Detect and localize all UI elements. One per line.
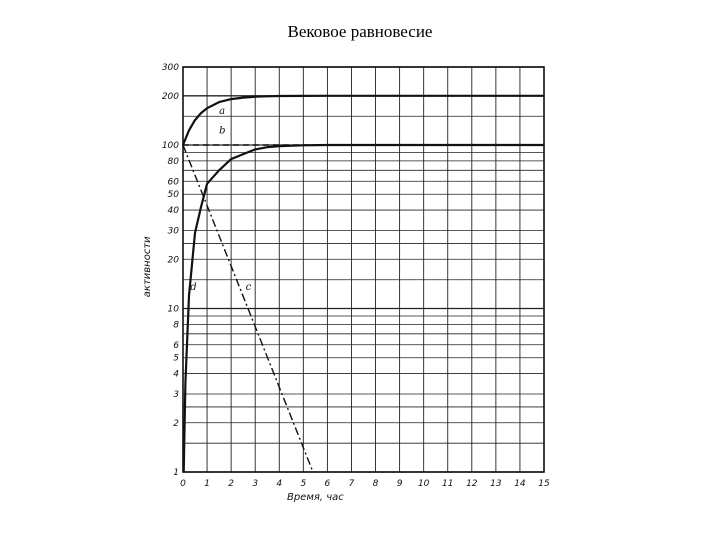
y-tick-label: 8	[173, 320, 179, 331]
chart-grid	[183, 67, 544, 472]
y-axis-label: активности	[142, 236, 153, 298]
plot-frame	[183, 67, 544, 472]
x-tick-label: 10	[417, 479, 430, 489]
y-tick-label: 2	[173, 418, 179, 429]
x-tick-label: 8	[372, 479, 379, 489]
y-tick-label: 300	[161, 63, 179, 73]
y-tick-label: 4	[173, 369, 179, 380]
y-tick-label: 1	[173, 468, 179, 478]
y-tick-label: 3	[173, 389, 179, 400]
y-tick-label: 10	[167, 304, 179, 315]
x-tick-label: 15	[538, 479, 550, 489]
x-tick-label: 0	[180, 479, 186, 489]
x-tick-label: 13	[490, 479, 502, 489]
y-tick-label: 200	[161, 91, 179, 102]
curve-label-d: d	[190, 281, 197, 293]
chart-frame	[183, 67, 544, 472]
x-tick-label: 5	[300, 479, 307, 489]
y-tick-label: 6	[173, 340, 179, 351]
x-tick-label: 1	[204, 479, 210, 489]
x-tick-label: 6	[324, 479, 331, 489]
y-tick-label: 20	[167, 255, 179, 266]
x-tick-labels	[180, 479, 550, 489]
y-tick-label: 60	[167, 177, 179, 188]
x-tick-label: 7	[348, 479, 355, 489]
x-tick-label: 11	[442, 479, 454, 489]
x-tick-label: 2	[228, 479, 235, 489]
y-tick-label: 100	[161, 141, 179, 152]
slide-title: Вековое равновесие	[287, 22, 433, 41]
x-tick-label: 3	[252, 479, 259, 489]
y-tick-labels	[162, 63, 179, 478]
x-tick-label: 9	[396, 479, 403, 489]
curve-labels	[190, 106, 251, 293]
x-axis-label: Время, час	[286, 492, 344, 503]
x-tick-label: 12	[466, 479, 478, 489]
curve-label-b: b	[219, 125, 226, 137]
y-tick-label: 5	[173, 353, 179, 364]
y-tick-label: 40	[167, 206, 179, 217]
y-tick-label: 80	[167, 156, 179, 167]
curve-label-a: a	[219, 105, 226, 117]
series-a-line	[183, 96, 544, 145]
y-tick-label: 30	[167, 226, 179, 237]
y-tick-label: 50	[167, 190, 179, 201]
curve-label-c: c	[245, 281, 252, 293]
x-tick-label: 4	[276, 479, 283, 489]
x-tick-label: 14	[514, 479, 526, 489]
